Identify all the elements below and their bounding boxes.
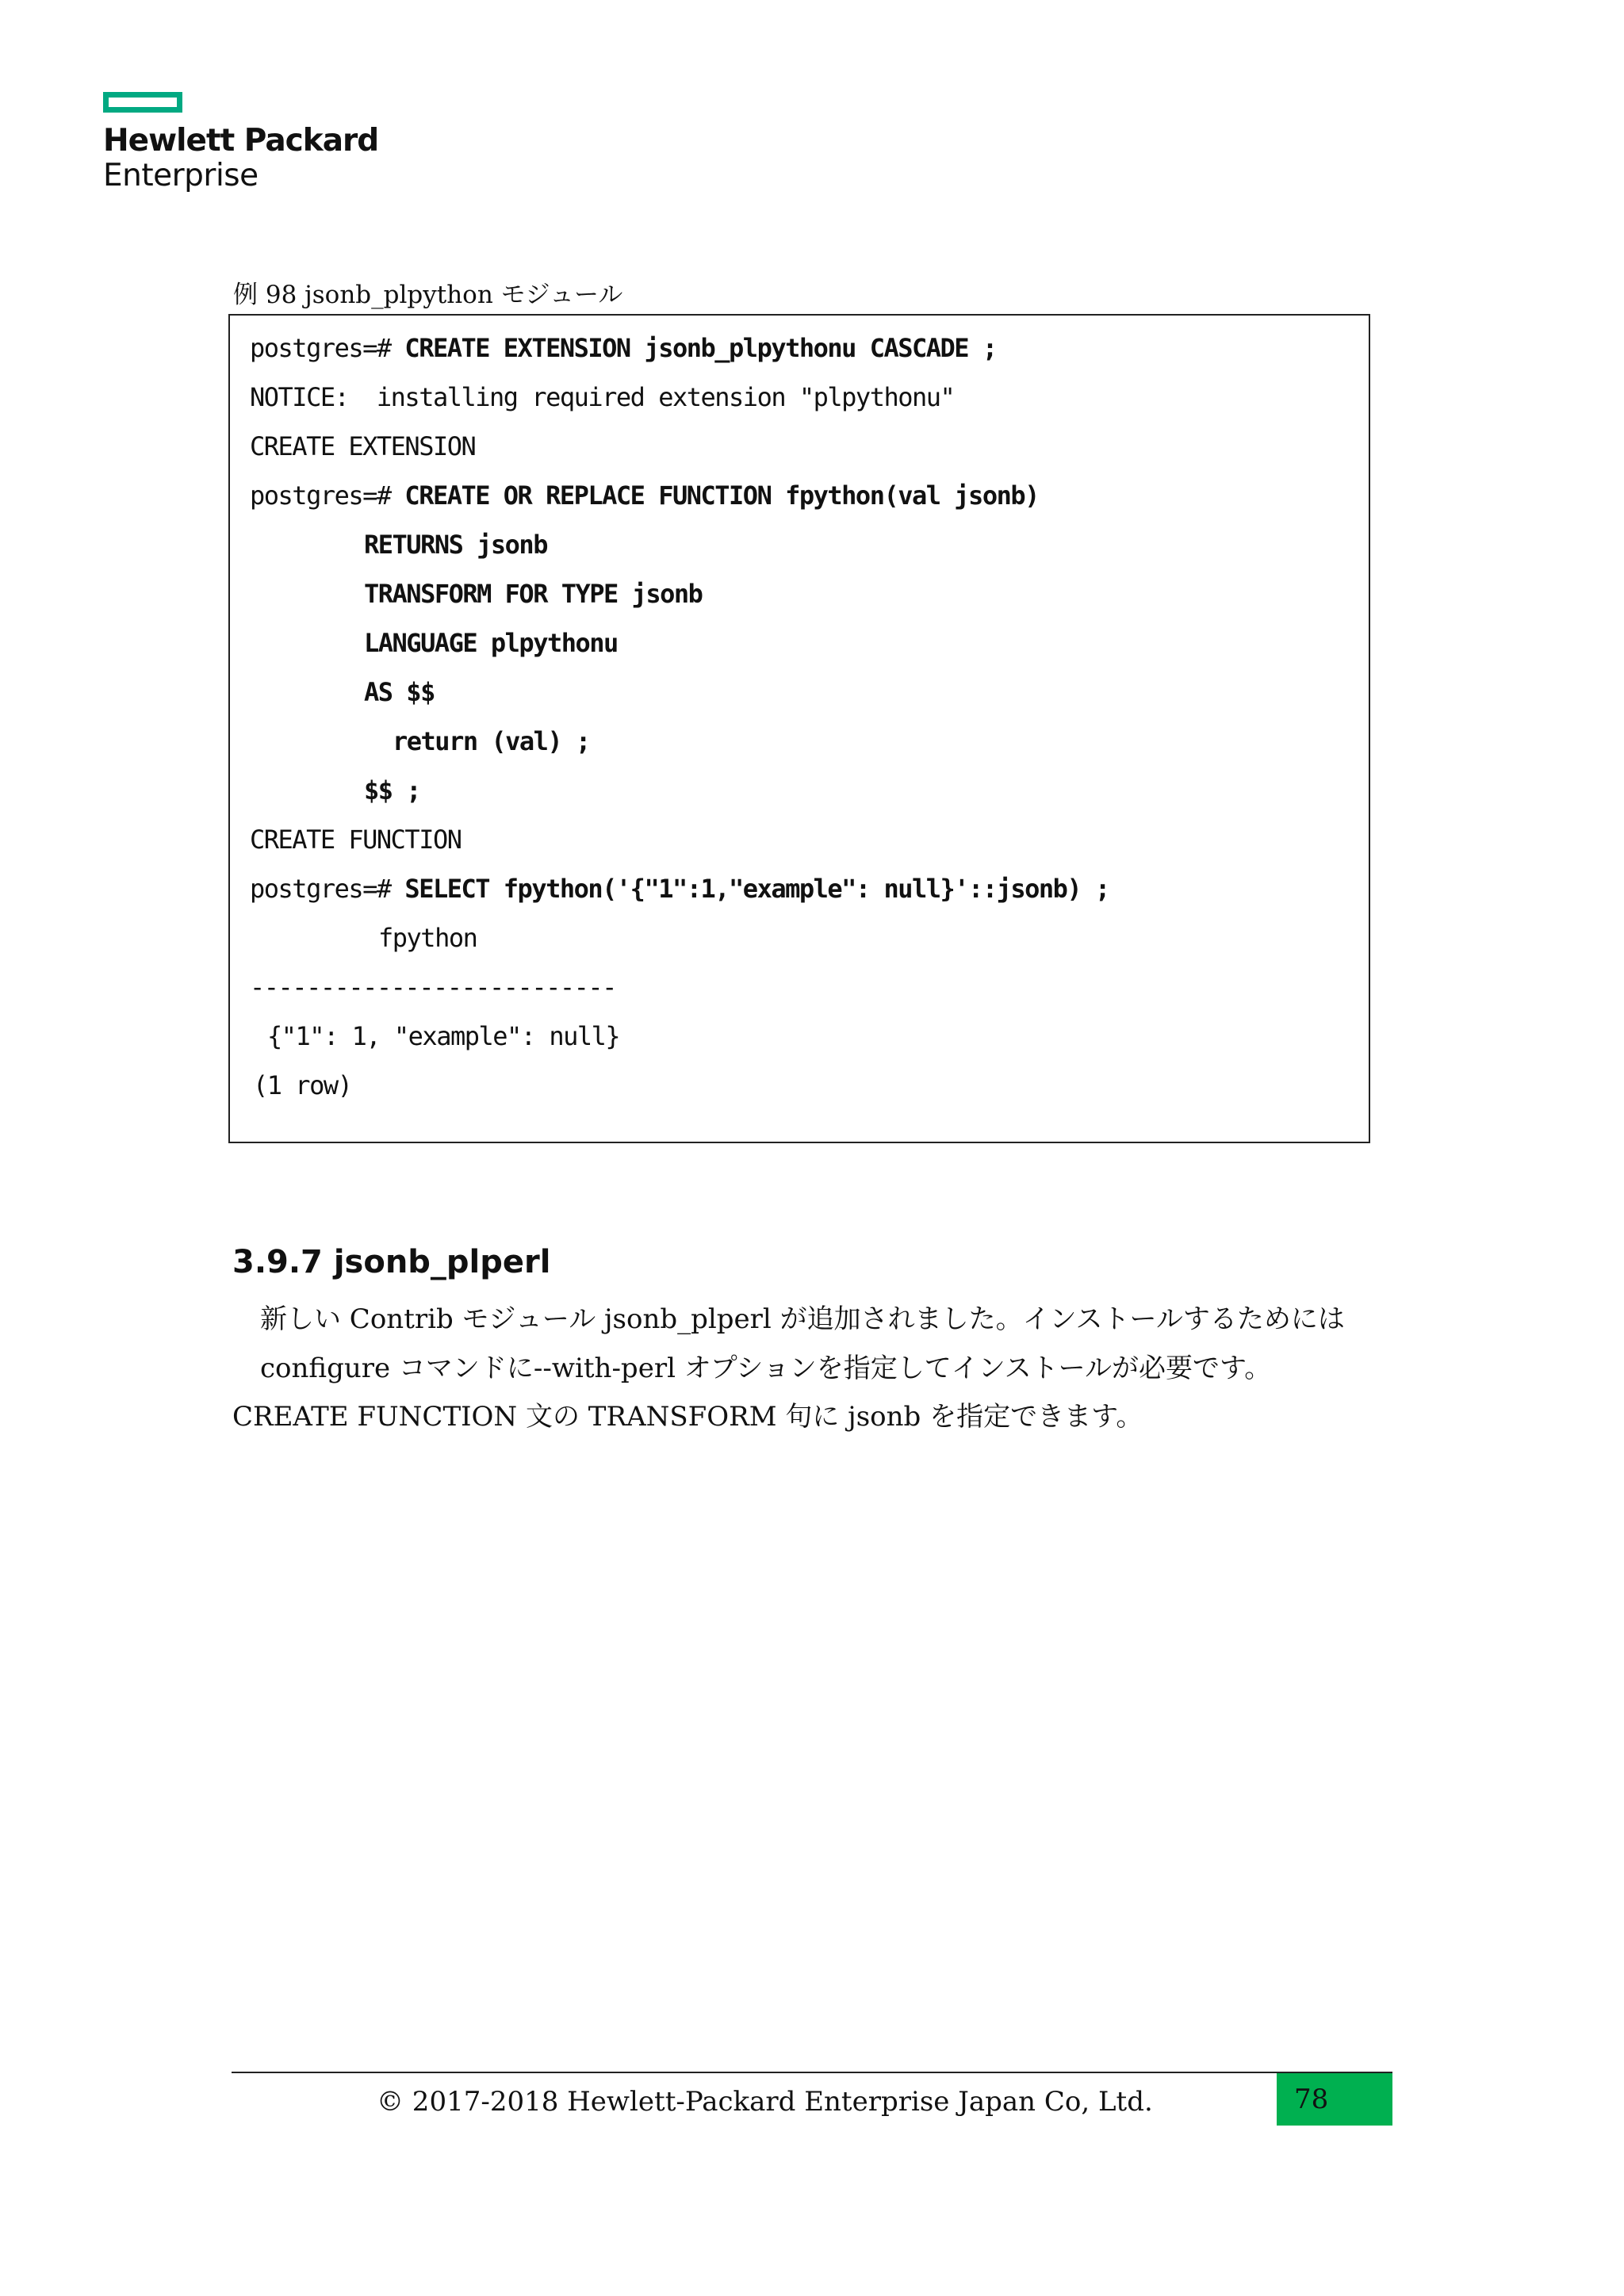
code-line: RETURNS jsonb	[364, 530, 547, 560]
code-line: CREATE FUNCTION	[250, 825, 462, 855]
code-line: LANGUAGE plpythonu	[364, 628, 618, 658]
code-line: fpython	[378, 923, 477, 953]
code-line: AS $$	[364, 677, 435, 707]
code-line: postgres=# CREATE OR REPLACE FUNCTION fpython(val jsonb)	[250, 480, 1039, 511]
code-line: TRANSFORM FOR TYPE jsonb	[364, 579, 703, 609]
code-line: --------------------------	[250, 972, 616, 1002]
code-line: CREATE EXTENSION	[250, 431, 476, 461]
section-heading: 3.9.7 jsonb_plperl	[232, 1244, 551, 1280]
page-number-badge	[1277, 2073, 1392, 2126]
paragraph-line: CREATE FUNCTION 文の TRANSFORM 句に jsonb を指定できます。	[232, 1401, 1143, 1433]
code-line: (1 row)	[253, 1070, 352, 1100]
code-line: {"1": 1, "example": null}	[267, 1021, 620, 1051]
code-line: $$ ;	[364, 775, 421, 806]
code-line: return (val) ;	[393, 726, 590, 756]
logo-line1: Hewlett Packard	[103, 123, 379, 159]
paragraph-line: 新しい Contrib モジュール jsonb_plperl が追加されました。インストールするためには	[260, 1303, 1345, 1335]
page-number: 78	[1294, 2084, 1329, 2115]
hpe-logo	[103, 92, 378, 193]
footer-divider	[232, 2072, 1392, 2073]
footer-copyright: © 2017-2018 Hewlett-Packard Enterprise Japan Co, Ltd.	[377, 2086, 1153, 2118]
code-line: postgres=# CREATE EXTENSION jsonb_plpythonu CASCADE ;	[250, 333, 997, 363]
logo-line2: Enterprise	[103, 158, 259, 193]
example-caption: 例 98 jsonb_plpython モジュール	[233, 281, 623, 309]
code-line: postgres=# SELECT fpython('{"1":1,"example": null}'::jsonb) ;	[250, 874, 1109, 904]
logo-bar-icon	[103, 92, 182, 113]
code-line: NOTICE: installing required extension "plpythonu"	[250, 382, 955, 412]
code-block	[228, 314, 1370, 1143]
paragraph-line: configure コマンドに--with-perl オプションを指定してインストールが必要です。	[260, 1353, 1272, 1384]
